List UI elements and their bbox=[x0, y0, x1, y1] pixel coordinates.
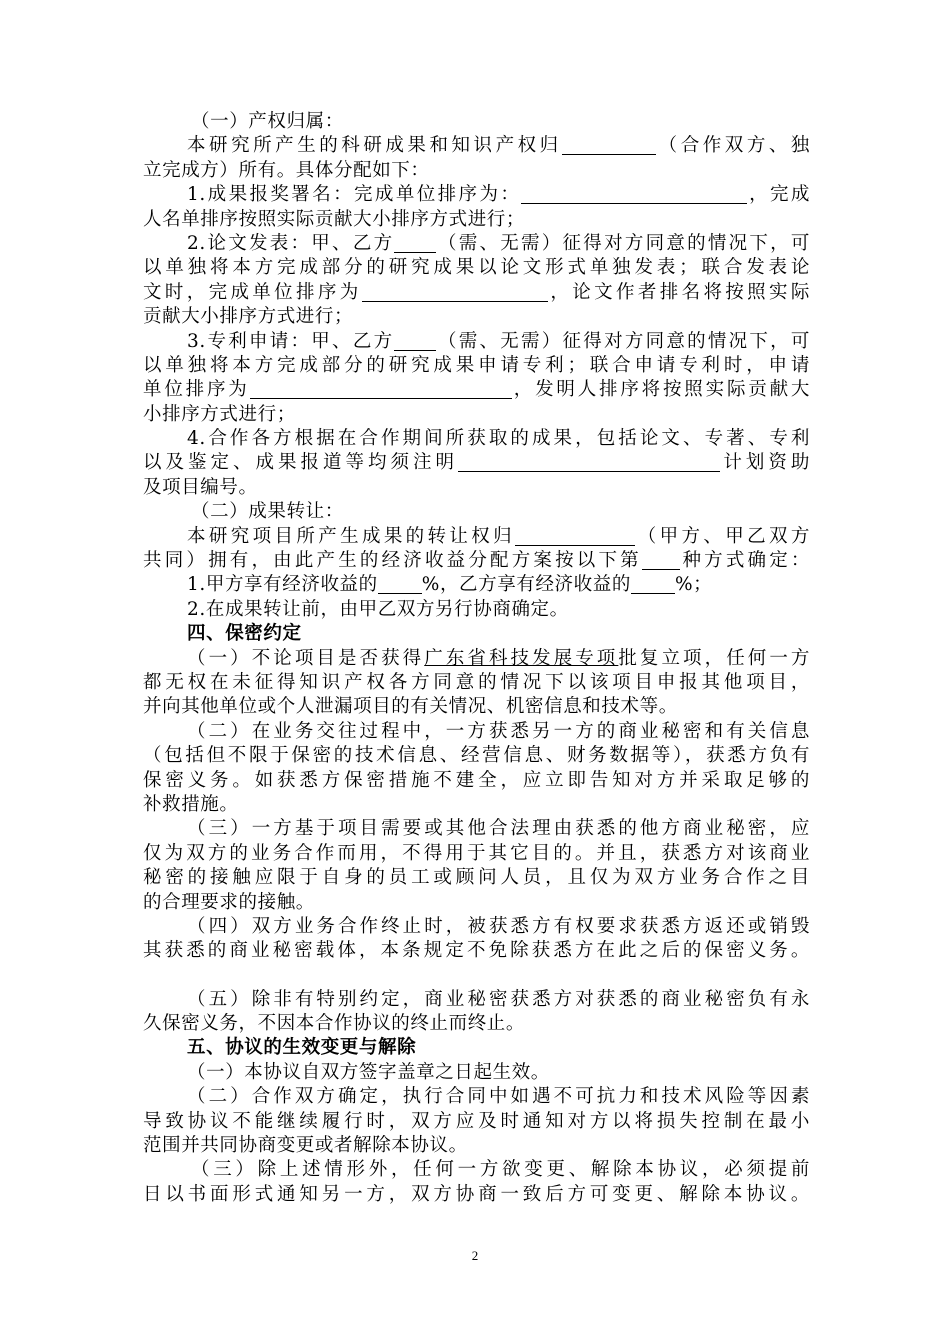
fill-blank[interactable] bbox=[362, 281, 548, 302]
fill-blank[interactable] bbox=[521, 183, 747, 204]
text-line: 仅为双方的业务合作而用，不得用于其它目的。并且，获悉方对该商业 bbox=[143, 842, 810, 864]
section-heading-effect: 五、协议的生效变更与解除 bbox=[187, 1037, 417, 1059]
text-line: 立完成方）所有。具体分配如下： bbox=[143, 159, 430, 181]
text-line: 4.合作各方根据在合作期间所获取的成果，包括论文、专著、专利 bbox=[187, 428, 810, 450]
text-line: （包括但不限于保密的技术信息、经营信息、财务数据等），获悉方负有 bbox=[143, 745, 810, 767]
text-line: 都无权在未征得知识产权各方同意的情况下以该项目申报其他项目， bbox=[143, 671, 810, 693]
text-line: 以单独将本方完成部分的研究成果申请专利；联合申请专利时，申请 bbox=[143, 354, 810, 376]
fill-blank[interactable] bbox=[515, 525, 635, 546]
fill-blank[interactable] bbox=[394, 232, 436, 253]
text-line: 1.甲方享有经济收益的 %，乙方享有经济收益的 %； bbox=[187, 574, 713, 596]
text-line: 共同）拥有，由此产生的经济收益分配方案按以下第 种方式确定： bbox=[143, 550, 810, 572]
text-line: 以单独将本方完成部分的研究成果以论文形式单独发表；联合发表论 bbox=[143, 257, 810, 279]
text-line: （一）本协议自双方签字盖章之日起生效。 bbox=[187, 1061, 550, 1083]
heading-ownership: （一）产权归属： bbox=[191, 111, 344, 132]
project-name-link: 广东省科技发展专项 bbox=[424, 647, 619, 669]
heading-transfer: （二）成果转让： bbox=[191, 501, 344, 523]
text-line: 3.专利申请：甲、乙方 （需、无需）征得对方同意的情况下，可 bbox=[187, 330, 810, 352]
paragraph-gap bbox=[143, 964, 810, 988]
text-line: 范围并共同协商变更或者解除本协议。 bbox=[143, 1135, 468, 1157]
fill-blank[interactable] bbox=[631, 573, 675, 594]
text-line: 本研究所产生的科研成果和知识产权归 （合作双方、独 bbox=[187, 135, 811, 157]
text-line: 以及鉴定、成果报道等均须注明 计划资助 bbox=[143, 452, 810, 474]
fill-blank[interactable] bbox=[458, 451, 720, 472]
text-line: 导致协议不能继续履行时，双方应及时通知对方以将损失控制在最小 bbox=[143, 1110, 810, 1132]
text-line: 单位排序为 ，发明人排序将按照实际贡献大 bbox=[143, 379, 810, 401]
page-number: 2 bbox=[471, 1248, 479, 1263]
text-line: （一）不论项目是否获得广东省科技发展专项批复立项，任何一方 bbox=[187, 647, 810, 669]
text-line: 日以书面形式通知另一方，双方协商一致后方可变更、解除本协议。 bbox=[143, 1183, 810, 1205]
text-line: （二）在业务交往过程中，一方获悉另一方的商业秘密和有关信息 bbox=[187, 720, 810, 742]
text-line: 并向其他单位或个人泄漏项目的有关情况、机密信息和技术等。 bbox=[143, 696, 678, 718]
text-line: 的合理要求的接触。 bbox=[143, 891, 315, 913]
text-line: （三）除上述情形外，任何一方欲变更、解除本协议，必须提前 bbox=[191, 1159, 810, 1181]
text-line: 保密义务。如获悉方保密措施不建全，应立即告知对方并采取足够的 bbox=[143, 769, 810, 791]
text-line: （五）除非有特别约定，商业秘密获悉方对获悉的商业秘密负有永 bbox=[187, 988, 810, 1010]
text-line: 其获悉的商业秘密载体，本条规定不免除获悉方在此之后的保密义务。 bbox=[143, 940, 810, 962]
fill-blank[interactable] bbox=[394, 330, 436, 351]
text-line: 贡献大小排序方式进行； bbox=[143, 306, 354, 328]
text-line: 补救措施。 bbox=[143, 793, 239, 815]
text-line: （三）一方基于项目需要或其他合法理由获悉的他方商业秘密，应 bbox=[187, 818, 810, 840]
section-heading-confidentiality: 四、保密约定 bbox=[187, 623, 302, 645]
fill-blank[interactable] bbox=[642, 549, 680, 570]
fill-blank[interactable] bbox=[250, 378, 512, 399]
text-line: 2.论文发表：甲、乙方 （需、无需）征得对方同意的情况下，可 bbox=[187, 232, 810, 254]
text-line: 2.在成果转让前，由甲乙双方另行协商确定。 bbox=[187, 598, 569, 620]
text-line: 文时，完成单位排序为 ，论文作者排名将按照实际 bbox=[143, 281, 810, 303]
text-line: 久保密义务，不因本合作协议的终止而终止。 bbox=[143, 1013, 526, 1035]
text-line: 小排序方式进行； bbox=[143, 403, 296, 425]
text-line: （四）双方业务合作终止时，被获悉方有权要求获悉方返还或销毁 bbox=[187, 915, 810, 937]
text-line: 秘密的接触应限于自身的员工或顾问人员，且仅为双方业务合作之目 bbox=[143, 867, 810, 889]
fill-blank[interactable] bbox=[378, 573, 422, 594]
text-line: 及项目编号。 bbox=[143, 476, 258, 498]
text-line: 1.成果报奖署名：完成单位排序为： ，完成 bbox=[187, 184, 810, 206]
text-line: 本研究项目所产生成果的转让权归 （甲方、甲乙双方 bbox=[187, 525, 810, 547]
fill-blank[interactable] bbox=[562, 134, 656, 155]
text-line: 人名单排序按照实际贡献大小排序方式进行； bbox=[143, 208, 526, 230]
document-body bbox=[143, 110, 810, 1207]
text-line: （二）合作双方确定，执行合同中如遇不可抗力和技术风险等因素 bbox=[187, 1086, 810, 1108]
